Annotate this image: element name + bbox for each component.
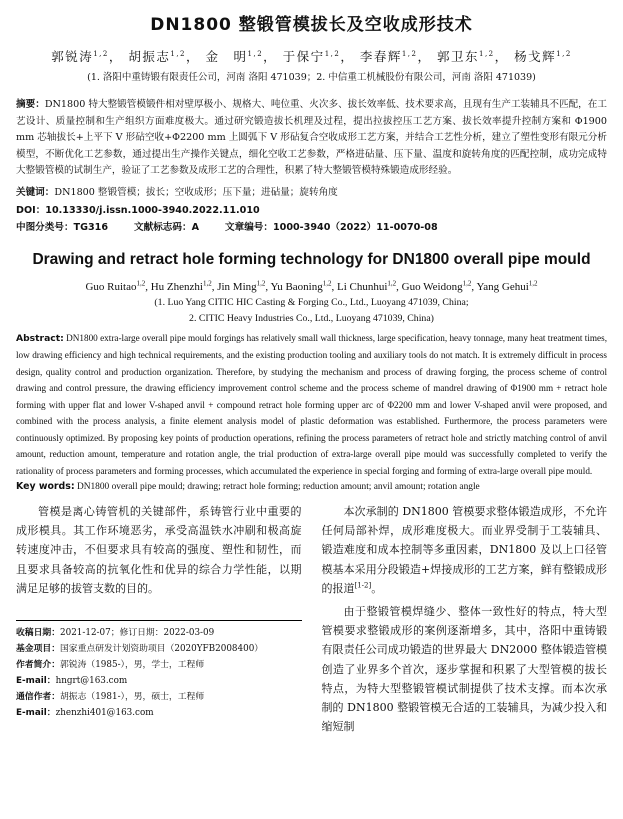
footnote-received: 收稿日期：2021-12-07；修订日期：2022-03-09: [16, 628, 215, 639]
body-columns: [16, 502, 607, 736]
keywords-text-en: DN1800 overall pipe mould; drawing; retract hole forming; reduction amount; anvil amount; rotation angle: [76, 482, 480, 492]
keywords-label-cn: 关键词：: [16, 186, 55, 198]
keywords-cn: [16, 184, 607, 198]
author-list-cn: [16, 47, 607, 65]
keywords-en: [16, 481, 607, 492]
author-list-en: [16, 278, 607, 293]
classification-row: [16, 219, 607, 233]
author-en: Yang Gehui$^{1,2}$: [476, 278, 538, 293]
keywords-label-en: Key words:: [16, 481, 75, 492]
abstract-text-en: DN1800 extra-large overall pipe mould forgings has relatively small wall thickness, large specification, heavy tonnage, many heat treatment times, low drawing efficiency and high technical requirements, and the existing production tooling and auxiliary tools do not match. It is extremely difficult in process design, quality control and production organization. Therefore, by studying the mechanism and process of drawing forging, the process scheme of control drawing and control pressure, the drawing efficiency improvement control scheme and the process scheme of mandrel drawing of Φ1900 mm + retract hole forming with upper flat and lower V-shaped anvil + compound retract hole forming upper arc of Φ2200 mm and lower V-shaped anvil were proposed, and combined with the process analysis, a finite element analysis model of plastic deformation was established. Furthermore, the process parameters were continuously optimized. By proposing key points of production operations, refining the process parameters of retract hole and strictly matching control of anvil amount, reduction amount, temperature and rotation angle, the trial production of extra-large overall pipe mould was successfully completed to verify the rationality of process parameters and forming processes, which accumulated the experience in special forging and forming of extra-large overall pipe mould.: [16, 332, 607, 476]
author-cn: 胡振志$^{1,2}$，: [128, 49, 201, 64]
paper-title-en: Drawing and retract hole forming technology for DN1800 overall pipe mould: [32, 250, 591, 268]
footnote-corresponding-email: E-mail：zhenzhi401@163.com: [16, 708, 154, 719]
author-en: Li Chunhui$^{1,2}$,: [336, 278, 402, 293]
body-column-left: [16, 502, 302, 736]
footnote-corresponding: 通信作者：胡振志（1981-），男，硕士，工程师: [16, 692, 205, 703]
body-paragraph: 管模是离心铸管机的关键部件，系铸管行业中重要的成形模具。其工作环境恶劣，承受高温铁水冲刷和极高旋转速度冲击，不但要求具有较高的强度、塑性和韧性，而且要求具备较高的抗氧化性和优异的综合力学性能，以期满足足够的拔管支数的目的。: [16, 505, 302, 595]
author-cn: 于保宁$^{1,2}$，: [282, 49, 355, 64]
author-cn: 郭卫东$^{1,2}$，: [436, 49, 509, 64]
affiliation-en-1: (1. Luo Yang CITIC HIC Casting & Forging Co., Ltd., Luoyang 471039, China;: [154, 296, 469, 308]
author-cn: 李春辉$^{1,2}$，: [359, 49, 432, 64]
body-column-right: [322, 502, 608, 736]
author-en: Yu Baoning$^{1,2}$,: [270, 278, 337, 293]
affiliation-en: [16, 297, 607, 324]
paper-page: [0, 10, 623, 819]
keywords-text-cn: DN1800 整锻管模；拔长；空收成形；压下量；进砧量；旋转角度: [54, 186, 338, 198]
abstract-label-cn: 摘要：: [16, 99, 45, 110]
document-code: 文献标志码：A: [134, 221, 200, 233]
author-en: Jin Ming$^{1,2}$,: [217, 278, 271, 293]
author-cn: 郭锐涛$^{1,2}$，: [51, 49, 123, 64]
citation-ref: [1-2]: [354, 581, 372, 590]
author-en: Guo Weidong$^{1,2}$,: [401, 278, 477, 293]
article-number: 文章编号：1000-3940（2022）11-0070-08: [225, 221, 438, 233]
footnote-author-email: E-mail：hngrt@163.com: [16, 676, 128, 687]
affiliation-en-2: 2. CITIC Heavy Industries Co., Ltd., Luoyang 471039, China): [189, 312, 434, 324]
doi: DOI：10.13330/j.issn.1000-3940.2022.11.010: [16, 204, 260, 216]
abstract-label-en: Abstract:: [16, 332, 64, 344]
abstract-en: [16, 330, 607, 480]
author-en: Guo Ruitao$^{1,2}$,: [85, 278, 151, 293]
footnotes: [16, 620, 302, 721]
class-number: 中图分类号：TG316: [16, 221, 109, 233]
footnote-fund: 基金项目：国家重点研发计划资助项目（2020YFB2008400）: [16, 644, 264, 655]
abstract-text-cn: DN1800 特大整锻管模锻件相对壁厚极小、规格大、吨位重、火次多、拔长效率低、技术要求高，且现有生产工装辅具不匹配，在工艺设计、质量控制和生产组织方面难度极大。通过研究锻造拔长机理及过程，提出拉拔控压工艺方案、拔长效率提升控制方案和 Φ1900 mm 芯轴拔长+上平下 V 形砧空收+Φ2200 mm 上圆弧下 V 形砧复合空收成形工艺方案，并结合工艺性分析，建立了塑性变形有限元分析模型，不断优化工艺参数，通过提出生产操作关键点，细化空收工艺参数，严格进砧量、压下量、温度和旋转角度的匹配控制，成功完成特大整锻管模的试制生产，验证了工艺参数及成形工艺的合理性，积累了特大整锻管模特殊锻造成形经验。: [16, 99, 607, 176]
body-paragraph: 由于整锻管模焊缝少、整体一致性好的特点，特大型管模要求整锻成形的案例逐渐增多，其中，洛阳中重铸锻有限责任公司成功锻造的世界最大 DN2000 整体锻造管模创造了业界多个首次，逐步掌握和积累了大型管模的拔长特点，为特大型整锻管模试制提供了技术支撑。而本次承制的 DN1800 整锻管模无合适的工装辅具，为减少投入和缩短制: [321, 605, 607, 734]
author-cn: 金 明$^{1,2}$，: [205, 49, 278, 64]
footnote-author: 作者简介：郭锐涛（1985-），男，学士，工程师: [16, 660, 205, 671]
author-cn: 杨戈辉$^{1,2}$: [514, 49, 572, 64]
abstract-cn: [16, 97, 607, 180]
paper-title-cn: DN1800 整锻管模拔长及空收成形技术: [150, 15, 473, 35]
author-en: Hu Zhenzhi$^{1,2}$,: [150, 278, 218, 293]
affiliation-cn: (1. 洛阳中重铸锻有限责任公司，河南 洛阳 471039；2. 中信重工机械股份有限公司，河南 洛阳 471039): [87, 72, 536, 83]
body-paragraph: 本次承制的 DN1800 管模要求整体锻造成形，不允许任何局部补焊，成形难度极大。而业界受制于工装辅具、锻造难度和成本控制等多重因素，DN1800 及以上口径管模基本采用分段锻造+焊接成形的工艺方案，鲜有整锻成形的报道[1-2]。: [321, 505, 607, 595]
